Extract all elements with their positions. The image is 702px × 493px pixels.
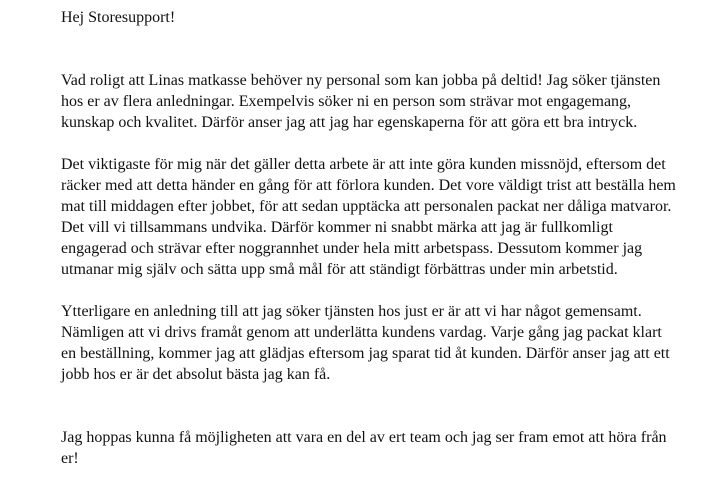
text-line: utmanar mig själv och sätta upp små mål för att ständigt förbättras under min arbetstid. <box>61 261 618 278</box>
text-line: Ytterligare en anledning till att jag söker tjänsten hos just er är att vi har något gemensamt. <box>61 303 642 320</box>
paragraph-common-ground <box>61 301 681 385</box>
text-line: Vad roligt att Linas matkasse behöver ny personal som kan jobba på deltid! Jag söker tjänsten <box>61 72 661 89</box>
text-line: Det vill vi tillsammans undvika. Därför kommer ni snabbt märka att jag är fullkomligt <box>61 219 613 236</box>
text-line: Jag hoppas kunna få möjligheten att vara en del av ert team och jag ser fram emot att höra från <box>61 429 667 446</box>
paragraph-intro <box>61 70 681 133</box>
text-line: en beställning, kommer jag att glädjas eftersom jag sparat tid åt kunden. Därför anser jag att ett <box>61 345 670 362</box>
text-line: engagerad och strävar efter noggrannhet under hela mitt arbetspass. Dessutom kommer jag <box>61 240 643 257</box>
text-line: hos er av flera anledningar. Exempelvis söker ni en person som strävar mot engagemang, <box>61 93 632 110</box>
paragraph-customer-focus <box>61 154 681 280</box>
text-line: er! <box>61 450 79 467</box>
paragraph-closing <box>61 427 681 469</box>
text-line: kunskap och kvalitet. Därför anser jag att jag har egenskaperna för att göra ett bra intryck. <box>61 114 638 131</box>
text-line: räcker med att detta händer en gång för att förlora kunden. Det vore väldigt trist att beställa hem <box>61 177 676 194</box>
text-line: Det viktigaste för mig när det gäller detta arbete är att inte göra kunden missnöjd, eftersom det <box>61 156 666 173</box>
letter-document <box>61 7 681 469</box>
greeting: Hej Storesupport! <box>61 9 176 26</box>
text-line: jobb hos er är det absolut bästa jag kan få. <box>61 366 331 383</box>
text-line: Nämligen att vi drivs framåt genom att underlätta kundens vardag. Varje gång jag packat klart <box>61 324 662 341</box>
text-line: mat till middagen efter jobbet, för att sedan upptäcka att personalen packat ner dåliga matvaror. <box>61 198 672 215</box>
